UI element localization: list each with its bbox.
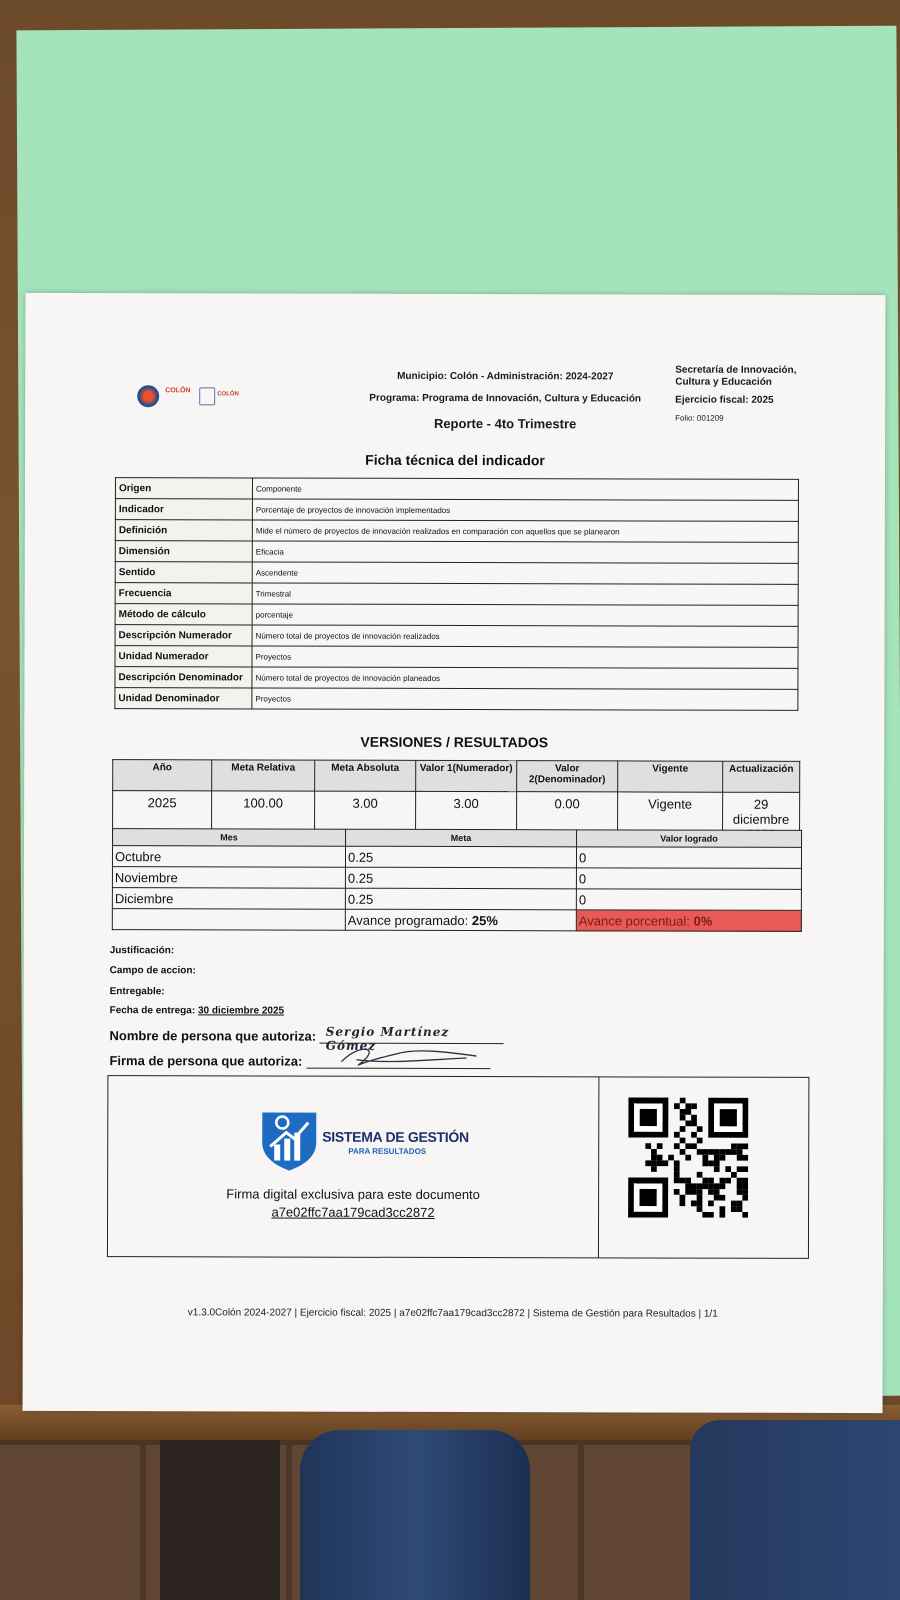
versiones-cell: 0.00	[517, 792, 618, 843]
versiones-header: Actualización	[723, 761, 800, 792]
table-row	[112, 846, 801, 869]
box-divider	[598, 1077, 599, 1257]
ficha-key: Origen	[115, 478, 252, 499]
valor-cell: 0	[576, 868, 801, 890]
avance-row	[112, 909, 801, 932]
ficha-key: Definición	[115, 520, 252, 541]
firma-digital-hash: a7e02ffc7aa179cad3cc2872	[271, 1204, 435, 1220]
logo2-text: COLÓN	[217, 391, 239, 398]
colon-logo-icon	[137, 385, 159, 407]
table-row	[115, 541, 798, 564]
table-row	[115, 625, 798, 648]
firma-digital-box	[107, 1075, 809, 1259]
versiones-header: Meta Absoluta	[315, 760, 416, 791]
shield-chart-icon	[260, 1108, 318, 1170]
versiones-cell: 3.00	[416, 791, 517, 842]
folio: Folio: 001209	[675, 413, 724, 423]
versiones-cell: Vigente	[618, 792, 723, 843]
ficha-key: Sentido	[115, 562, 252, 583]
versiones-header: Valor 2(Denominador)	[517, 761, 618, 792]
versiones-cell: 29 diciembre	[723, 792, 800, 843]
ficha-key: Frecuencia	[115, 583, 252, 604]
mes-cell: Noviembre	[112, 867, 345, 889]
meta-cell: 0.25	[345, 867, 576, 889]
fecha-value: 30 diciembre 2025	[197, 1005, 285, 1017]
municipal-logos	[137, 385, 247, 407]
jeans-right	[690, 1420, 900, 1600]
shield-logo-icon	[199, 387, 215, 405]
ficha-key: Método de cálculo	[115, 604, 252, 625]
ficha-value: Trimestral	[252, 583, 798, 605]
nombre-label: Nombre de persona que autoriza:	[109, 1028, 317, 1044]
ficha-table	[114, 477, 799, 711]
ficha-value: Ascendente	[252, 562, 798, 584]
page-footer: v1.3.0Colón 2024-2027 | Ejercicio fiscal: 2025 | a7e02ffc7aa179cad3cc2872 | Sistema de Gestión para Resultados | 1/1	[187, 1307, 718, 1320]
avance-porcentual-value: 0%	[693, 913, 713, 929]
versiones-header: Vigente	[618, 761, 723, 792]
ficha-value: Proyectos	[252, 646, 798, 668]
ficha-value: Eficacia	[252, 541, 798, 563]
firma-autoriza	[109, 1053, 490, 1069]
ficha-key: Dimensión	[115, 541, 252, 562]
mes-cell: Diciembre	[112, 888, 345, 910]
mes-header: Mes	[113, 829, 346, 847]
jeans-left	[300, 1430, 530, 1600]
table-row	[115, 688, 798, 711]
nombre-autoriza	[109, 1024, 504, 1053]
ficha-value: Número total de proyectos de innovación realizados	[252, 625, 798, 647]
avance-programado-label: Avance programado:	[347, 912, 472, 928]
fecha-label: Fecha de entrega:	[109, 1005, 198, 1017]
table-row	[112, 888, 801, 911]
meses-table	[112, 828, 802, 932]
empty-cell	[112, 909, 345, 931]
table-row	[115, 667, 798, 690]
ficha-value: Número total de proyectos de innovación planeados	[252, 667, 798, 689]
table-row	[115, 646, 798, 669]
meta-cell: 0.25	[345, 846, 576, 868]
ficha-value: Porcentaje de proyectos de innovación implementados	[252, 499, 798, 521]
fecha-entrega	[110, 1005, 285, 1016]
table-row	[115, 478, 798, 501]
versiones-cell: 100.00	[212, 791, 315, 842]
signature-scribble-icon	[336, 1044, 486, 1068]
entregable-label: Entregable:	[109, 986, 165, 998]
table-row	[115, 583, 798, 606]
header-right	[675, 365, 855, 425]
qr-code-icon	[628, 1097, 748, 1217]
avance-programado	[345, 909, 576, 931]
table-row	[115, 520, 798, 543]
ficha-key: Unidad Denominador	[115, 688, 252, 709]
header-center	[315, 366, 695, 432]
ficha-key: Descripción Denominador	[115, 667, 252, 688]
valor-cell: 0	[576, 847, 801, 869]
nombre-handwritten: Sergio Martínez Gómez	[325, 1024, 450, 1053]
ficha-title: Ficha técnica del indicador	[365, 451, 545, 469]
nombre-line	[320, 1024, 504, 1053]
programa: Programa: Programa de Innovación, Cultura y Educación	[369, 392, 642, 405]
table-row	[115, 604, 798, 627]
ficha-value: Componente	[252, 478, 798, 500]
mes-cell: Octubre	[112, 846, 345, 868]
meta-header: Meta	[346, 829, 577, 847]
ficha-value: Proyectos	[252, 688, 798, 710]
brand-subtitle: PARA RESULTADOS	[348, 1146, 427, 1156]
municipio: Municipio: Colón - Administración: 2024-2027	[397, 370, 614, 383]
versiones-title: VERSIONES / RESULTADOS	[360, 733, 549, 751]
avance-programado-value: 25%	[471, 912, 498, 928]
versiones-header: Valor 1(Numerador)	[416, 760, 517, 791]
logo1-text: COLÓN	[165, 387, 191, 395]
signature-line	[306, 1054, 490, 1069]
avance-porcentual	[576, 910, 801, 932]
table-leg	[160, 1440, 280, 1600]
valor-logrado-header: Valor logrado	[577, 830, 802, 848]
valor-cell: 0	[576, 889, 801, 911]
report-title: Reporte - 4to Trimestre	[433, 415, 577, 432]
avance-porcentual-label: Avance porcentual:	[578, 912, 694, 929]
ficha-key: Indicador	[115, 499, 252, 520]
firma-digital-text: Firma digital exclusiva para este documento	[226, 1186, 480, 1203]
brand-title: SISTEMA DE GESTIÓN	[322, 1128, 469, 1146]
ficha-value: porcentaje	[252, 604, 798, 626]
meta-cell: 0.25	[345, 888, 576, 910]
versiones-cell: 2025	[113, 791, 212, 842]
table-row	[115, 562, 798, 585]
report-page	[23, 293, 886, 1413]
ficha-value: Mide el número de proyectos de innovación realizados en comparación con aquellos que se planearon	[252, 520, 798, 542]
campo-label: Campo de accion:	[109, 965, 196, 977]
versiones-header: Año	[113, 760, 212, 791]
ficha-key: Descripción Numerador	[115, 625, 252, 646]
secretaria-line2: Cultura y Educación	[675, 376, 772, 388]
versiones-cell: 3.00	[315, 791, 416, 842]
ejercicio-fiscal: Ejercicio fiscal: 2025	[675, 394, 774, 406]
justificacion-label: Justificación:	[109, 945, 175, 957]
secretaria-line1: Secretaría de Innovación,	[675, 364, 797, 376]
table-row	[115, 499, 798, 522]
ficha-key: Unidad Numerador	[115, 646, 252, 667]
table-row	[112, 867, 801, 890]
firma-label: Firma de persona que autoriza:	[109, 1053, 303, 1069]
versiones-header: Meta Relativa	[212, 760, 315, 791]
